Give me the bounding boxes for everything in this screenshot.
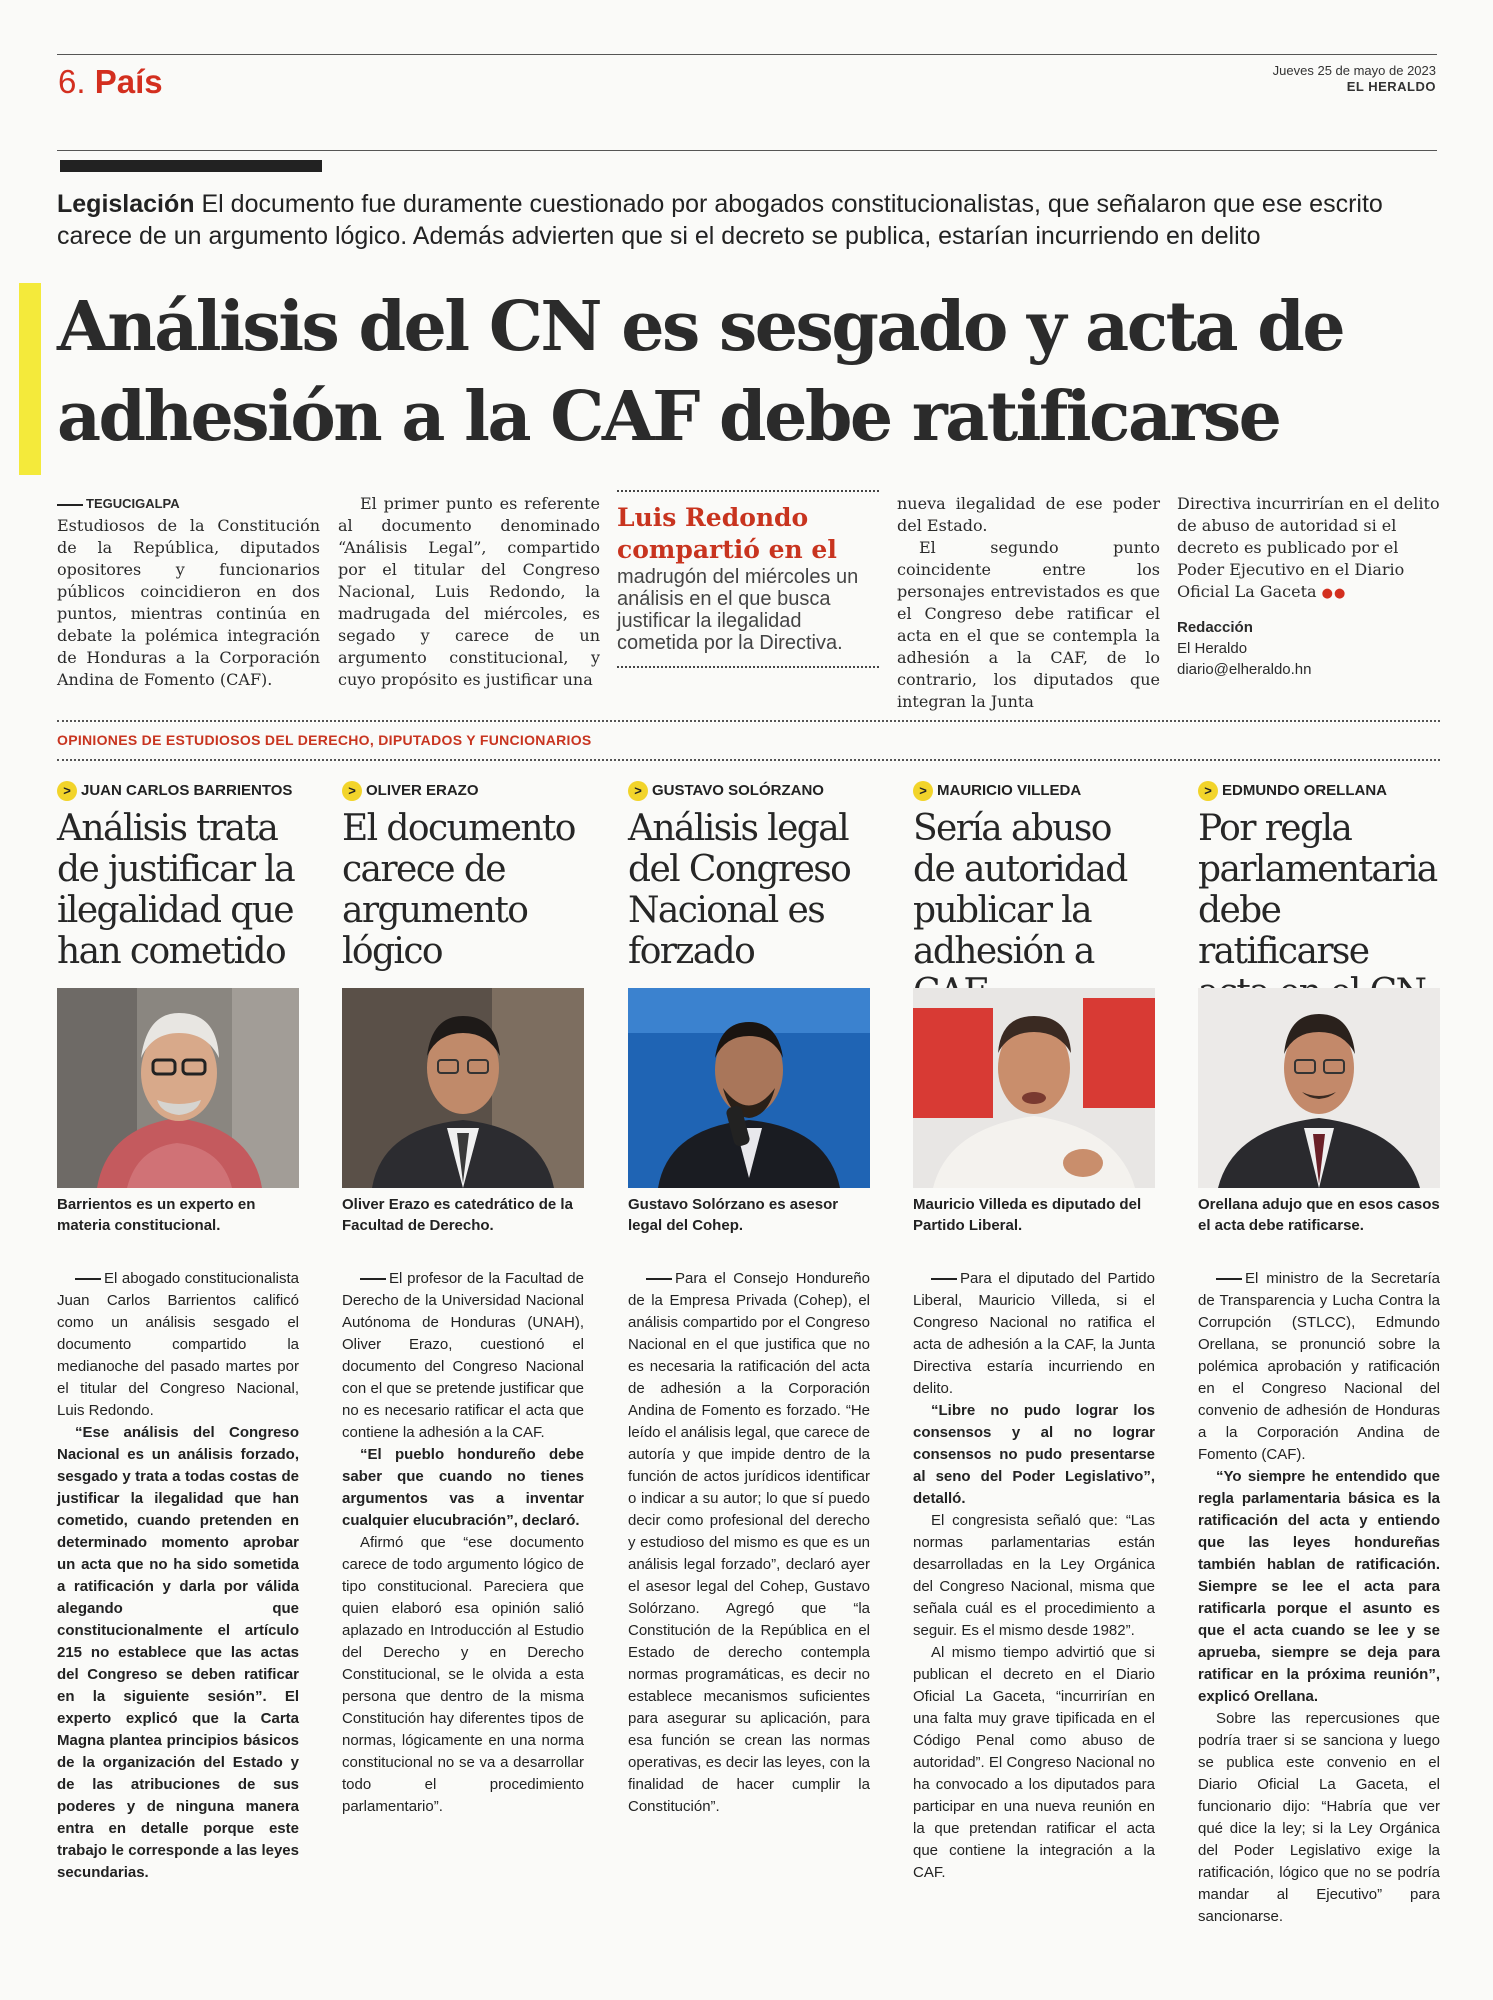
section-name: País bbox=[94, 63, 163, 100]
lead-column-4 bbox=[897, 493, 1160, 713]
headline-highlight-marker bbox=[19, 283, 41, 475]
page-number: 6. bbox=[58, 63, 86, 100]
kicker-bar bbox=[60, 160, 322, 172]
dash-mark bbox=[57, 504, 83, 506]
chevron-right-icon: > bbox=[913, 781, 933, 801]
opinion-body-solorzano bbox=[628, 1268, 870, 1818]
opinion-author: > EDMUNDO ORELLANA bbox=[1198, 780, 1440, 802]
lead-column-1 bbox=[57, 493, 320, 691]
opinion-orellana bbox=[1198, 780, 1440, 1236]
section-rule-bottom bbox=[57, 759, 1440, 761]
paragraph: El congresista señaló que: “Las normas parlamentarias están desarrolladas en la Ley Orgánica del Congreso Nacional, misma que señala cuál es el procedimiento a seguir. Es el mismo desde 1982”. bbox=[913, 1512, 1155, 1639]
byline-email[interactable]: diario@elheraldo.hn bbox=[1177, 661, 1312, 678]
paragraph: Sobre las repercusiones que podría traer si se sanciona y luego se publica este convenio en el Diario Oficial La Gaceta, el funcionario dijo: “Habría que ver qué dice la ley; si la Ley Orgánica del Poder Legislativo exige la ratificación, lógico que no se podría mandar al Ejecutivo” para sancionarse. bbox=[1198, 1710, 1440, 1925]
paragraph: Al mismo tiempo advirtió que si publican el decreto en el Diario Oficial La Gaceta, “incurrirían en una falta muy grave tipificada en el Código Penal como abuso de autoridad”. El Congreso Nacional no ha convocado a los diputados para participar en una nueva reunión en la que pretendan ratificar el acta que contiene la integración a la CAF. bbox=[913, 1644, 1155, 1881]
portrait-photo-barrientos bbox=[57, 988, 299, 1188]
paragraph: Afirmó que “ese documento carece de todo argumento lógico de tipo constitucional. Pareciera que quien elaboró esa opinión salió aplazado en Introducción al Estudio del Derecho y en Derecho Constitucional, se le olvida a esta persona que dentro de la misma Constitución hay diferentes tipos de normas, lógicamente en una norma constitucional no se va a desarrollar todo el procedimiento parlamentario”. bbox=[342, 1534, 584, 1815]
lead-text-5: Directiva incurrirían en el delito de abuso de autoridad si el decreto es publicado por el Poder Ejecutivo en el Diario Oficial La Gaceta bbox=[1177, 494, 1440, 601]
header-rule bbox=[57, 150, 1437, 151]
dash-mark bbox=[646, 1278, 672, 1280]
headline-line-1: Análisis del CN es sesgado y acta de bbox=[57, 287, 1344, 367]
chevron-right-icon: > bbox=[342, 781, 362, 801]
opinion-headline: Análisis legal del Congreso Nacional es forzado bbox=[628, 808, 851, 972]
opinion-headline: Por regla parlamentaria debe ratificarse bbox=[1198, 808, 1437, 972]
newspaper-name: EL HERALDO bbox=[1346, 79, 1436, 94]
byline bbox=[1177, 617, 1440, 680]
opinion-barrientos bbox=[57, 780, 299, 1236]
opinion-body-orellana bbox=[1198, 1268, 1440, 1928]
byline-paper: El Heraldo bbox=[1177, 640, 1248, 657]
dateline-city: TEGUCIGALPA bbox=[57, 493, 320, 515]
page-section-header bbox=[58, 63, 163, 101]
opinion-author: > OLIVER ERAZO bbox=[342, 780, 584, 802]
opinion-villeda bbox=[913, 780, 1155, 1236]
lead-text-1: Estudiosos de la Constitución de la República, diputados opositores y funcionarios públicos coincidieron en dos puntos, mientras continúa en debate la polémica integración de Honduras a la Corporación Andina de Fomento (CAF). bbox=[57, 516, 320, 689]
opinion-headline: Sería abuso de autoridad publicar la adhesión a bbox=[913, 808, 1127, 972]
paragraph: “Libre no pudo lograr los consensos y al no lograr consensos no pudo presentarse al seno del Poder Legislativo”, detalló. bbox=[913, 1402, 1155, 1507]
opinion-erazo bbox=[342, 780, 584, 1236]
portrait-photo-orellana bbox=[1198, 988, 1440, 1188]
byline-label: Redacción bbox=[1177, 619, 1253, 636]
dash-mark bbox=[75, 1278, 101, 1280]
photo-caption: Gustavo Solórzano es asesor legal del Cohep. bbox=[628, 1196, 839, 1234]
opinion-headline: El documento carece de argumento lógico bbox=[342, 808, 575, 972]
opinions-section-title: OPINIONES DE ESTUDIOSOS DEL DERECHO, DIPUTADOS Y FUNCIONARIOS bbox=[57, 732, 592, 748]
opinion-solorzano bbox=[628, 780, 870, 1236]
portrait-photo-solorzano bbox=[628, 988, 870, 1188]
paragraph: El ministro de la Secretaría de Transparencia y Lucha Contra la Corrupción (STLCC), Edmundo Orellana, se pronunció sobre la polémica aprobación y ratificación en el Congreso Nacional del convenio de adhesión de Honduras a la Corporación Andina de Fomento (CAF). bbox=[1198, 1270, 1440, 1463]
lead-column-2: El primer punto es referente al documento denominado “Análisis Legal”, compartido por el titular del Congreso Nacional, Luis Redondo, la madrugada del miércoles, es segado y carece de un argumento constitucional, y cuyo propósito es justificar una bbox=[338, 494, 600, 689]
portrait-photo-erazo bbox=[342, 988, 584, 1188]
photo-caption: Mauricio Villeda es diputado del Partido Liberal. bbox=[913, 1196, 1142, 1234]
photo-caption: Oliver Erazo es catedrático de la Facultad de Derecho. bbox=[342, 1196, 573, 1234]
portrait-photo-villeda bbox=[913, 988, 1155, 1188]
photo-caption: Orellana adujo que en esos casos el acta debe ratificarse. bbox=[1198, 1196, 1440, 1234]
paragraph: “Ese análisis del Congreso Nacional es un análisis forzado, sesgado y trata a todas costas de justificar la ilegalidad que han cometido, cuando pretenden en determinado momento aprobar un acta que no ha sido sometida a ratificación y darla por válida alegando que constitucionalmente el artículo 215 no establece que las actas del Congreso se deben ratificar en la siguiente sesión”. El experto explicó que la Carta Magna plantea principios básicos de la organización del Estado y de las atribuciones de sus poderes y de ninguna manera entra en detalle porque este trabajo le corresponde a las leyes secundarias. bbox=[57, 1424, 299, 1881]
paragraph: “Yo siempre he entendido que regla parlamentaria básica es la ratificación del acta y entiendo que las leyes hondureñas también hablan de ratificación. Siempre se lee el acta para ratificarla porque el asunto es que el acta cuando se lee y se aprueba, siempre se deja para ratificar en la próxima reunión”, explicó Orellana. bbox=[1198, 1468, 1440, 1705]
top-rule bbox=[57, 54, 1437, 55]
opinion-author: > GUSTAVO SOLÓRZANO bbox=[628, 780, 870, 802]
dateline bbox=[1273, 63, 1436, 95]
chevron-right-icon: > bbox=[628, 781, 648, 801]
paragraph: Para el Consejo Hondureño de la Empresa Privada (Cohep), el análisis compartido por el Congreso Nacional en el que justifica que no es necesaria la ratificación del acta de adhesión a la Corporación Andina de Fomento es forzado. “He leído el análisis legal, que carece de autoría y que impide dentro de la función de actos jurídicos identificar o indicar a su autor; lo que sí puedo decir como profesional del derecho y estudioso del mismo es que es un análisis legal forzado”, declaró ayer el asesor legal del Cohep, Gustavo Solórzano. Agregó que “la Constitución de la República en el Estado de derecho contempla normas programáticas, es decir no establece mecanismos suficientes para asegurar su aplicación, para esa función se crean las normas operativas, es decir las leyes, con la finalidad de hacer cumplir la Constitución”. bbox=[628, 1270, 870, 1815]
headline bbox=[57, 282, 1457, 462]
opinion-author: > MAURICIO VILLEDA bbox=[913, 780, 1155, 802]
opinion-body-barrientos bbox=[57, 1268, 299, 1884]
opinion-body-erazo bbox=[342, 1268, 584, 1818]
deck-tag: Legislación bbox=[57, 190, 195, 218]
pullquote-red-text: Luis Redondo compartió en el bbox=[617, 503, 837, 564]
paragraph: Para el diputado del Partido Liberal, Mauricio Villeda, si el Congreso Nacional no ratifica el acta de adhesión a la CAF, la Junta Directiva estaría incurriendo en delito. bbox=[913, 1270, 1155, 1397]
lead-text-4b: El segundo punto coincidente entre los personajes entrevistados es que el Congreso debe ratificar el acta en el que se contempla la adhesión a la CAF, de lo contrario, los diputados que integran la Junta bbox=[897, 538, 1160, 711]
pullquote bbox=[617, 490, 879, 668]
dash-mark bbox=[1216, 1278, 1242, 1280]
paragraph: El profesor de la Facultad de Derecho de la Universidad Nacional Autónoma de Honduras (UNAH), Oliver Erazo, cuestionó el documento del Congreso Nacional con el que se pretende justificar que no es necesario ratificar el acta que contiene la adhesión a la CAF. bbox=[342, 1270, 584, 1441]
dash-mark bbox=[360, 1278, 386, 1280]
deck bbox=[57, 188, 1457, 252]
chevron-right-icon: > bbox=[1198, 781, 1218, 801]
opinion-author: > JUAN CARLOS BARRIENTOS bbox=[57, 780, 299, 802]
publication-date: Jueves 25 de mayo de 2023 bbox=[1272, 63, 1436, 78]
pullquote-grey-text: madrugón del miércoles un análisis en el que busca justificar la ilegalidad cometida por la Directiva. bbox=[617, 566, 859, 654]
headline-line-2: adhesión a la CAF debe ratificarse bbox=[57, 377, 1280, 457]
paragraph: El abogado constitucionalista Juan Carlos Barrientos calificó como un análisis sesgado el documento compartido la medianoche del pasado martes por el titular del Congreso Nacional, Luis Redondo. bbox=[57, 1270, 299, 1419]
photo-caption: Barrientos es un experto en materia constitucional. bbox=[57, 1196, 256, 1234]
deck-text: El documento fue duramente cuestionado por abogados constitucionalistas, que señalaron que ese escrito carece de un argumento lógico. Además advierten que si el decreto se publica, estarían incurriendo en delito bbox=[57, 190, 1383, 250]
opinion-body-villeda bbox=[913, 1268, 1155, 1884]
chevron-right-icon: > bbox=[57, 781, 77, 801]
lead-text-4a: nueva ilegalidad de ese poder del Estado. bbox=[897, 494, 1160, 535]
paragraph: “El pueblo hondureño debe saber que cuando no tienes argumentos vas a inventar cualquier elucubración”, declaró. bbox=[342, 1446, 584, 1529]
opinion-headline: Análisis trata de justificar la ilegalidad que han cometido bbox=[57, 808, 295, 972]
dash-mark bbox=[931, 1278, 957, 1280]
lead-column-5 bbox=[1177, 493, 1440, 680]
end-mark: ●● bbox=[1321, 586, 1347, 601]
section-rule-top bbox=[57, 720, 1440, 722]
